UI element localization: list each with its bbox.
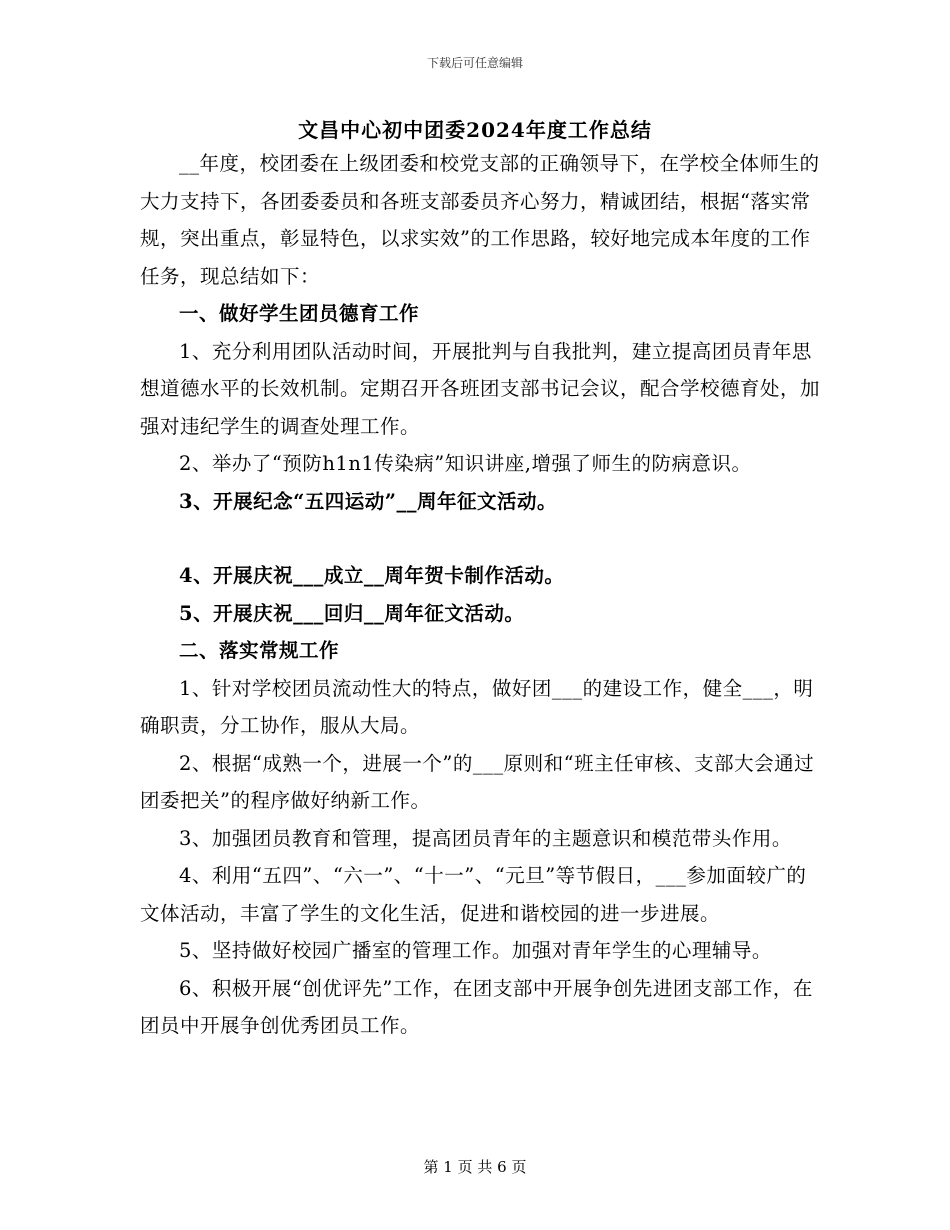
section1-item-4: 4、开展庆祝___成立__周年贺卡制作活动。 — [179, 564, 565, 587]
section1-item-3: 3、开展纪念“五四运动”__周年征文活动。 — [179, 489, 558, 513]
intro-paragraph: __年度，校团委在上级团委和校党支部的正确领导下，在学校全体师生的大力支持下，各团委委员和各班支部委员齐心努力，精诚团结，根据“落实常规，突出重点，彰显特色，以求实效”的工作思路，较好地完成本年度的工作任务，现总结如下： — [140, 152, 820, 288]
page-number: 第 1 页 共 6 页 — [423, 1158, 527, 1176]
page-header-note: 下载后可任意编辑 — [426, 56, 523, 70]
section2-item-6: 6、积极开展“创优评先”工作，在团支部中开展争创先进团支部工作，在团员中开展争创优秀团员工作。 — [140, 976, 813, 1037]
section-heading-2: 二、落实常规工作 — [179, 639, 340, 662]
document-body — [140, 145, 820, 1045]
section2-item-1: 1、针对学校团员流动性大的特点，做好团___的建设工作，健全___，明确职责，分工协作，服从大局。 — [140, 676, 814, 737]
section2-item-4: 4、利用“五四”、“六一”、“十一”、“元旦”等节假日，___参加面较广的文体活动，丰富了学生的文化生活，促进和谐校园的进一步进展。 — [140, 864, 807, 925]
section1-item-5: 5、开展庆祝___回归__周年征文活动。 — [179, 601, 525, 625]
document-title: 文昌中心初中团委2024年度工作总结 — [298, 118, 652, 142]
section-heading-1: 一、做好学生团员德育工作 — [179, 302, 420, 325]
section2-item-3: 3、加强团员教育和管理，提高团员青年的主题意识和模范带头作用。 — [179, 826, 792, 850]
section1-item-2: 2、举办了“预防h1n1传染病”知识讲座,增强了师生的防病意识。 — [179, 452, 752, 475]
section2-item-2: 2、根据“成熟一个，进展一个”的___原则和“班主任审核、支部大会通过团委把关”的程序做好纳新工作。 — [140, 751, 815, 812]
blank-line — [140, 520, 820, 557]
section1-item-1: 1、充分利用团队活动时间，开展批判与自我批判，建立提高团员青年思想道德水平的长效机制。定期召开各班团支部书记会议，配合学校德育处，加强对违纪学生的调查处理工作。 — [140, 339, 821, 438]
section2-item-5: 5、坚持做好校园广播室的管理工作。加强对青年学生的心理辅导。 — [179, 939, 772, 962]
